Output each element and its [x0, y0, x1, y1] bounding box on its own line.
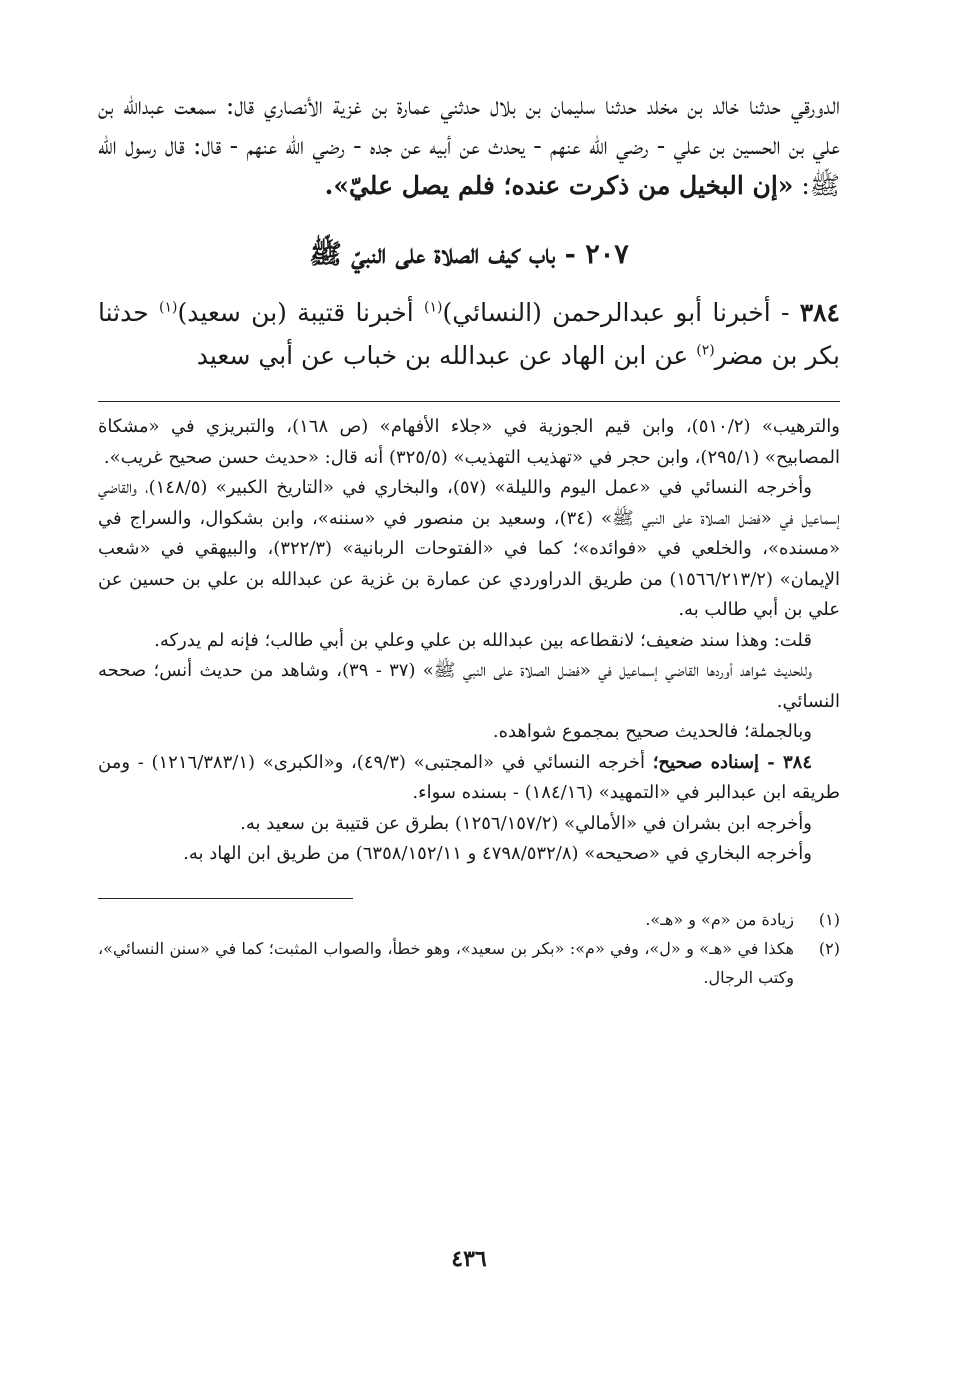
commentary-384-text: أخرجه النسائي في «المجتبى» (٤٩/٣)، و«الكبرى» (١٢١٦/٣٨٣/١) - ومن طريقه ابن عبدالبر في «التمهيد» (١٨٤/١٦) - بسنده سواء. [98, 751, 840, 803]
chapter-heading: ٢٠٧ - باب كيف الصلاة على النبيّ ﷺ [309, 239, 629, 270]
prophetic-quote: «إن البخيل من ذكرت عنده؛ فلم يصل عليّ». [324, 171, 794, 200]
footnote-text: زيادة من «م» و «هـ». [645, 909, 794, 929]
footnote-ref-2[interactable]: (٢) [696, 342, 715, 359]
commentary-paragraph: قلت: وهذا سند ضعيف؛ لانقطاعه بين عبدالله بن علي وعلي بن أبي طالب؛ فإنه لم يدركه. [154, 629, 812, 651]
footnote-item [98, 934, 840, 992]
footnote-number: (٢) [818, 938, 840, 958]
commentary-divider [98, 401, 840, 402]
footnote-number: (١) [818, 909, 840, 929]
main-text-block [98, 86, 840, 206]
commentary-384-label: ٣٨٤ - إسناده صحيح؛ [652, 751, 812, 773]
footnote-item [98, 905, 840, 934]
commentary-paragraph: وأخرجه البخاري في «صحيحه» (٤٧٩٨/٥٣٢/٨ و ٦٣٥٨/١٥٢/١١) من طريق ابن الهاد به. [183, 843, 812, 864]
commentary-384 [98, 748, 840, 809]
hadith-384 [98, 291, 840, 377]
footnote-ref-1[interactable]: (١) [424, 299, 443, 316]
hadith-text-3: حدثنا بكر بن مضر [98, 298, 840, 370]
page-number: ٤٣٦ [451, 1246, 487, 1272]
commentary-paragraph: وأخرجه النسائي في «عمل اليوم والليلة» (٥٧)، والبخاري في «التاريخ الكبير» (١٤٨/٥)، والقاضي إسماعيل في «فضل الصلاة على النبي ﷺ» (٣٤)، وسعيد بن منصور في «سننه»، وابن بشكوال، والسراج في «مسنده»، والخلعي في «فوائده»؛ كما في «الفتوحات الربانية» (٣٢٢/٣)، والبيهقي في «شعب الإيمان» (١٥٦٦/٢١٣/٢) من طريق الدراوردي عن عمارة بن غزية عن عبدالله بن علي بن حسين عن علي بن أبي طالب به. [98, 477, 840, 620]
hadith-text-4: عن ابن الهاد عن عبدالله بن خباب عن أبي سعيد [196, 341, 697, 370]
hadith-number: ٣٨٤ [799, 298, 840, 327]
top-paragraph [98, 86, 840, 206]
top-paragraph-text: الدورقي حدثنا خالد بن مخلد حدثنا سليمان بن بلال حدثني عمارة بن غزية الأنصاري قال: سمعت عبدالله بن علي بن الحسين بن علي - رضي الله عنهم - يحدث عن أبيه عن جده - رضي الله عنهم - قال: قال رسول الله ﷺ: [98, 91, 840, 200]
footnote-text: هكذا في «هـ» و «ل»، وفي «م»: «بكر بن سعيد»، وهو خطأ، والصواب المثبت؛ كما في «سنن النسائي»، وكتب الرجال. [98, 938, 794, 987]
commentary-paragraph: وللحديث شواهد أوردها القاضي إسماعيل في «فضل الصلاة على النبي ﷺ» (٣٧ - ٣٩)، وشاهد من حديث أنس؛ صححه النسائي. [98, 660, 840, 712]
hadith-text-2: أخبرنا قتيبة (بن سعيد) [177, 298, 425, 327]
commentary-paragraph: والترهيب» (٥١٠/٢)، وابن قيم الجوزية في «جلاء الأفهام» (ص ١٦٨)، والتبريزي في «مشكاة المصابيح» (٢٩٥/١)، وابن حجر في «تهذيب التهذيب» (٣٢٥/٥) أنه قال: «حديث حسن صحيح غريب». [98, 416, 841, 468]
footnotes-block [98, 905, 840, 992]
footnote-ref-1b[interactable]: (١) [158, 299, 178, 316]
commentary-paragraph: وأخرجه ابن بشران في «الأمالي» (١٢٥٦/١٥٧/٢) بطرق عن قتيبة بن سعيد به. [240, 812, 812, 834]
book-page [98, 86, 840, 1346]
hadith-text-1: - أخبرنا أبو عبدالرحمن (النسائي) [442, 298, 800, 327]
commentary-block [98, 412, 840, 870]
commentary-paragraph: وبالجملة؛ فالحديث صحيح بمجموع شواهده. [492, 721, 812, 742]
footnote-divider [98, 898, 353, 899]
